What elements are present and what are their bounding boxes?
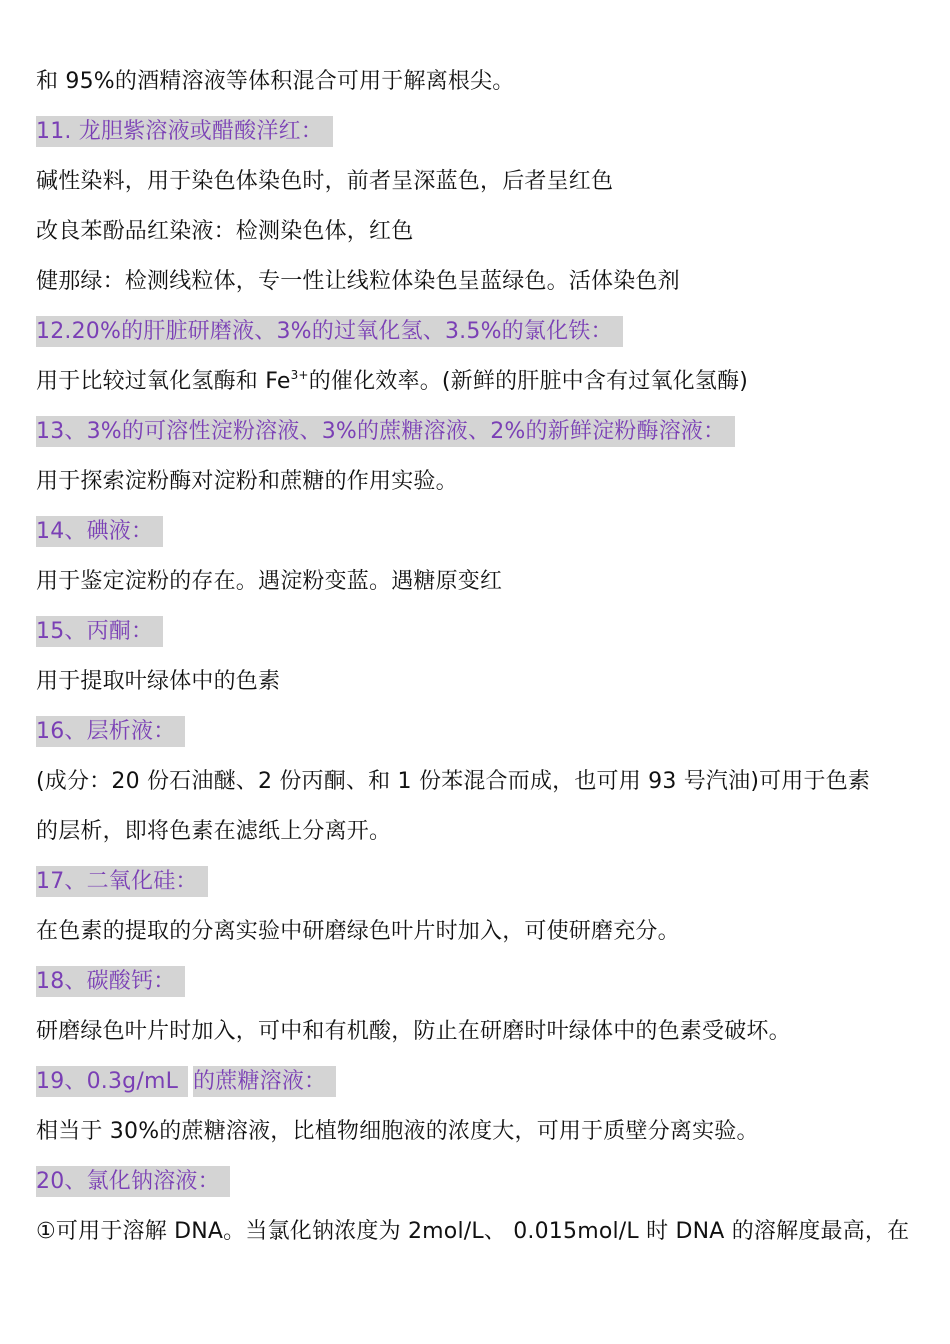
- line-text: 的催化效率。(新鲜的肝脏中含有过氧化氢酶): [308, 369, 749, 394]
- text-line: [36, 1012, 926, 1062]
- section-heading-20: [36, 1162, 926, 1212]
- heading-text: 12.20%的肝脏研磨液、3%的过氧化氢、3.5%的氯化铁：: [36, 316, 623, 347]
- line-text: 用于探索淀粉酶对淀粉和蔗糖的作用实验。: [36, 469, 458, 494]
- section-heading-17: [36, 862, 926, 912]
- line-text: 的层析，即将色素在滤纸上分离开。: [36, 819, 392, 844]
- text-line: [36, 812, 926, 862]
- text-line: [36, 62, 926, 112]
- heading-text-part1: 19、0.3g/mL: [36, 1066, 188, 1097]
- heading-text: 16、层析液：: [36, 716, 185, 747]
- line-text: 在色素的提取的分离实验中研磨绿色叶片时加入，可使研磨充分。: [36, 919, 680, 944]
- text-line: [36, 362, 926, 412]
- line-text: 研磨绿色叶片时加入，可中和有机酸，防止在研磨时叶绿体中的色素受破坏。: [36, 1019, 791, 1044]
- text-line: [36, 1212, 926, 1262]
- heading-text: 20、氯化钠溶液：: [36, 1166, 230, 1197]
- text-line: [36, 562, 926, 612]
- line-text: 健那绿：检测线粒体，专一性让线粒体染色呈蓝绿色。活体染色剂: [36, 269, 680, 294]
- superscript: 3+: [290, 368, 309, 382]
- heading-text: 17、二氧化硅：: [36, 866, 208, 897]
- section-heading-19: [36, 1062, 926, 1112]
- line-text: 用于提取叶绿体中的色素: [36, 669, 281, 694]
- text-line: [36, 662, 926, 712]
- text-line: [36, 762, 926, 812]
- line-text: 碱性染料，用于染色体染色时，前者呈深蓝色，后者呈红色: [36, 169, 614, 194]
- text-line: [36, 462, 926, 512]
- line-text: 相当于 30%的蔗糖溶液，比植物细胞液的浓度大，可用于质壁分离实验。: [36, 1119, 759, 1144]
- section-heading-15: [36, 612, 926, 662]
- section-heading-18: [36, 962, 926, 1012]
- text-line: [36, 162, 926, 212]
- line-text: ①可用于溶解 DNA。当氯化钠浓度为 2mol/L、 0.015mol/L 时 DNA 的溶解度最高，在: [36, 1219, 910, 1244]
- heading-text: 13、3%的可溶性淀粉溶液、3%的蔗糖溶液、2%的新鲜淀粉酶溶液：: [36, 416, 735, 447]
- heading-text: 14、碘液：: [36, 516, 163, 547]
- section-heading-13: [36, 412, 926, 462]
- section-heading-11: [36, 112, 926, 162]
- text-line: [36, 262, 926, 312]
- line-text: (成分：20 份石油醚、2 份丙酮、和 1 份苯混合而成，也可用 93 号汽油)可用于色素: [36, 769, 871, 794]
- heading-text: 15、丙酮：: [36, 616, 163, 647]
- line-text: 改良苯酚品红染液：检测染色体，红色: [36, 219, 414, 244]
- section-heading-16: [36, 712, 926, 762]
- line-text: 和 95%的酒精溶液等体积混合可用于解离根尖。: [36, 69, 515, 94]
- line-text: 用于比较过氧化氢酶和 Fe: [36, 369, 291, 394]
- heading-text: 18、碳酸钙：: [36, 966, 185, 997]
- line-text: 用于鉴定淀粉的存在。遇淀粉变蓝。遇糖原变红: [36, 569, 503, 594]
- heading-text-part2: 的蔗糖溶液：: [193, 1066, 336, 1097]
- section-heading-12: [36, 312, 926, 362]
- document-page: [36, 62, 926, 1262]
- text-line: [36, 212, 926, 262]
- heading-text: 11. 龙胆紫溶液或醋酸洋红：: [36, 116, 333, 147]
- text-line: [36, 912, 926, 962]
- text-line: [36, 1112, 926, 1162]
- section-heading-14: [36, 512, 926, 562]
